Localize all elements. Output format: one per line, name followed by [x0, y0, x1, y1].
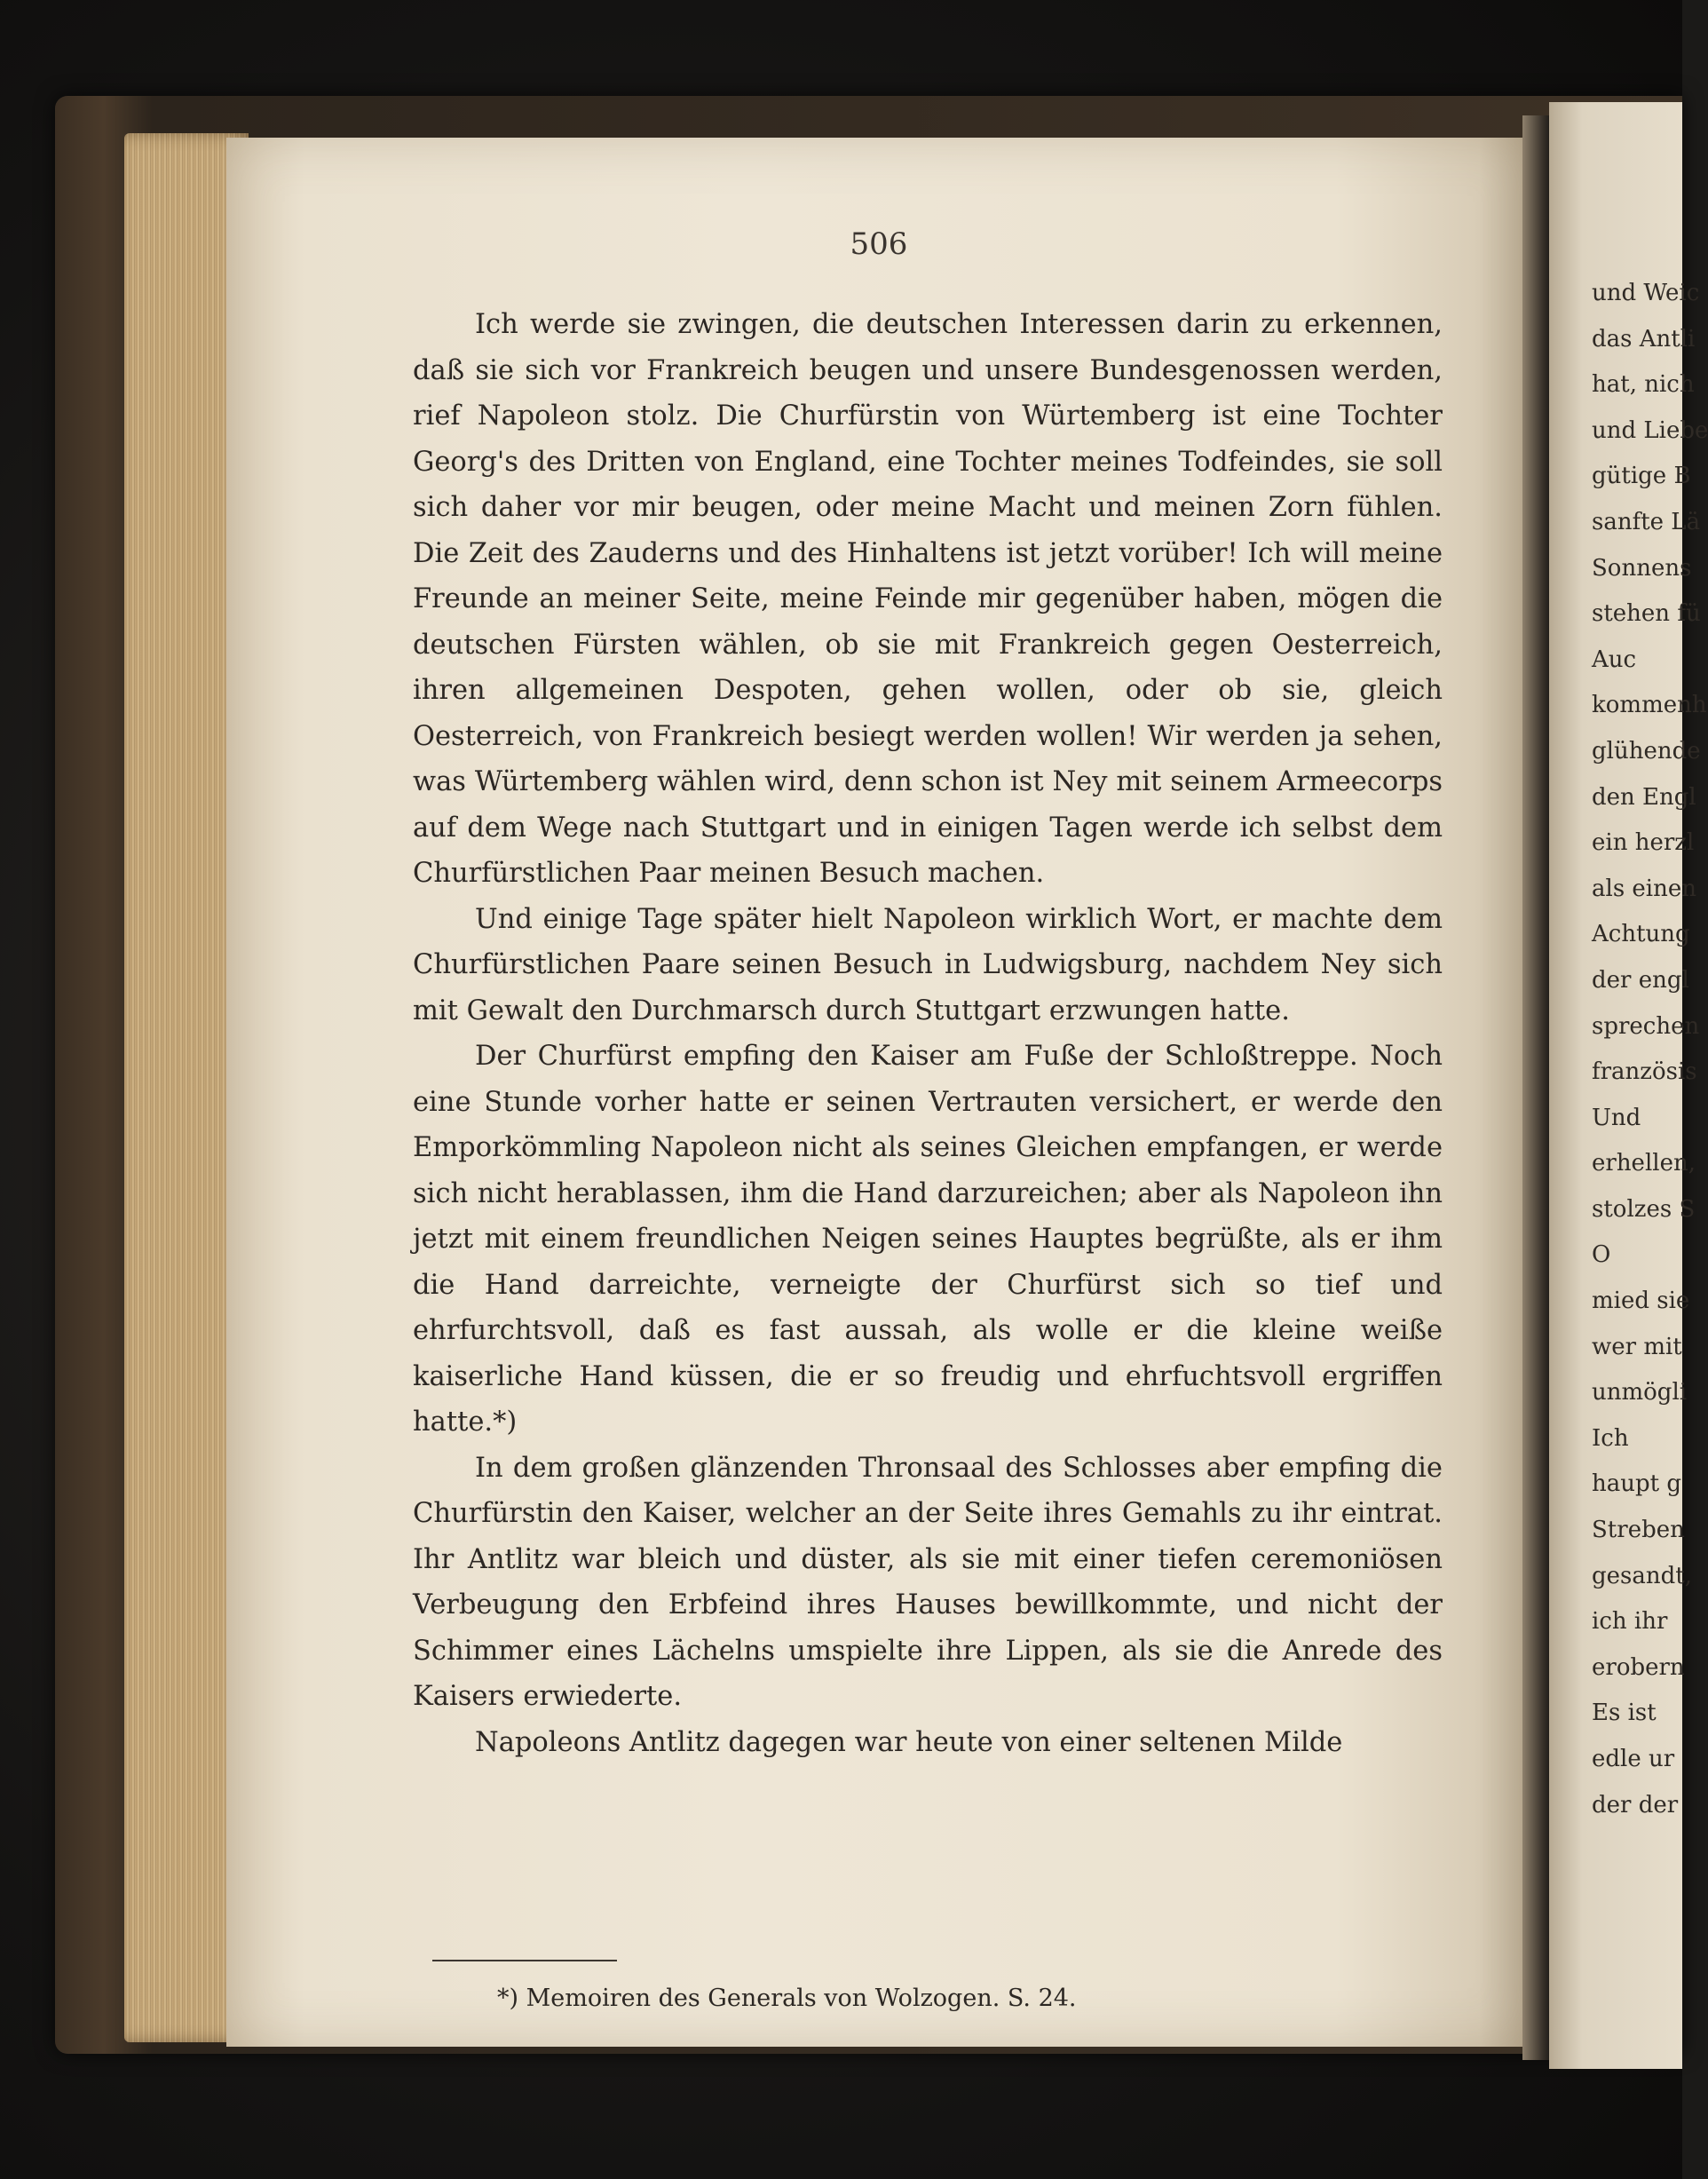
body-text: [413, 302, 1443, 1765]
right-line: Sonnens: [1592, 554, 1692, 582]
right-line: haupt g: [1592, 1470, 1681, 1498]
right-line: sanfte Lä: [1592, 508, 1701, 535]
right-line: edle ur: [1592, 1746, 1675, 1772]
right-line: Und: [1592, 1104, 1641, 1131]
footnote: *) Memoiren des Generals von Wolzogen. S. 24.: [497, 1985, 1077, 2012]
right-line: der engl: [1592, 966, 1689, 994]
right-line: ein herzl: [1592, 829, 1695, 857]
page-number: 506: [850, 226, 908, 262]
right-line: Streben: [1592, 1517, 1685, 1544]
paragraph: Und einige Tage später hielt Napoleon wirklich Wort, er machte dem Churfürstlichen Paare seinen Besuch in Ludwigsburg, nachdem Ney sich mit Gewalt den Durchmarsch durch Stuttgart erzwungen hatte.: [413, 903, 1443, 1026]
right-line: stolzes S: [1592, 1195, 1696, 1223]
right-page-text: [1592, 271, 1708, 1828]
right-line: unmögli: [1592, 1379, 1688, 1406]
footnote-rule: [432, 1960, 617, 1961]
paragraph: Ich werde sie zwingen, die deutschen Interessen darin zu erkennen, daß sie sich vor Frankreich beugen und unsere Bundesgenossen werden, rief Napoleon stolz. Die Churfürstin von Würtemberg ist eine Tochter Georg's des Dritten von England, eine Tochter meines Todfeindes, sie soll sich daher vor mir beugen, oder meine Macht und meinen Zorn fühlen. Die Zeit des Zauderns und des Hinhaltens ist jetzt vorüber! Ich will meine Freunde an meiner Seite, meine Feinde mir gegenüber haben, mögen die deutschen Fürsten wählen, ob sie mit Frankreich gegen Oesterreich, ihren allgemeinen Despoten, gehen wollen, oder ob sie, gleich Oesterreich, von Frankreich besiegt werden wollen! Wir werden ja sehen, was Würtemberg wählen wird, denn schon ist Ney mit seinem Armeecorps auf dem Wege nach Stuttgart und in einigen Tagen werde ich selbst dem Churfürstlichen Paar meinen Besuch machen.: [413, 309, 1443, 889]
right-line: und Weic: [1592, 280, 1700, 306]
paragraph: In dem großen glänzenden Thronsaal des Schlosses aber empfing die Churfürstin den Kaiser, welcher an der Seite ihres Gemahls zu ihr eintrat. Ihr Antlitz war bleich und düster, als sie mit einer tiefen ceremoniösen Verbeugung den Erbfeind ihres Hauses bewillkommte, und nicht der Schimmer eines Lächelns umspielte ihre Lippen, als sie die Anrede des Kaisers erwiederte.: [413, 1452, 1443, 1712]
right-line: glühende: [1592, 737, 1701, 765]
right-line: der der: [1592, 1791, 1679, 1818]
right-line: französis: [1592, 1058, 1697, 1086]
right-line: und Liebe: [1592, 416, 1708, 444]
right-line: Achtung: [1592, 921, 1690, 948]
right-line: den Engl: [1592, 783, 1696, 811]
right-line: wer mit: [1592, 1333, 1682, 1360]
right-line: ich ihr: [1592, 1608, 1668, 1636]
right-line: hat, nich: [1592, 371, 1695, 399]
right-line: O: [1592, 1241, 1611, 1269]
right-line: das Antli: [1592, 325, 1696, 353]
right-line: gesandt,: [1592, 1562, 1692, 1589]
right-line: erhellen,: [1592, 1150, 1696, 1177]
right-line: mied sie: [1592, 1288, 1690, 1315]
right-line: sprechen: [1592, 1012, 1700, 1040]
right-line: Ich: [1592, 1424, 1629, 1452]
paragraph: Napoleons Antlitz dagegen war heute von einer seltenen Milde: [475, 1726, 1343, 1758]
right-line: stehen fü: [1592, 600, 1701, 628]
right-line: kommenh: [1592, 692, 1707, 719]
left-page: [226, 138, 1531, 2047]
right-line: Auc: [1592, 646, 1637, 673]
right-line: als einen: [1592, 875, 1697, 902]
right-line: erobern: [1592, 1653, 1685, 1681]
right-line: gütige B: [1592, 463, 1691, 490]
paragraph: Der Churfürst empfing den Kaiser am Fuße der Schloßtreppe. Noch eine Stunde vorher hatte er seinen Vertrauten versichert, er werde den Emporkömmling Napoleon nicht als seines Gleichen empfangen, er werde sich nicht herablassen, ihm die Hand darzureichen; aber als Napoleon ihn jetzt mit einem freundlichen Neigen seines Hauptes begrüßte, als er ihm die Hand darreichte, verneigte der Churfürst sich so tief und ehrfurchtsvoll, daß es fast aussah, als wolle er die kleine weiße kaiserliche Hand küssen, die er so freudig und ehrfuchtsvoll ergriffen hatte.*): [413, 1041, 1443, 1438]
right-line: Es ist: [1592, 1700, 1657, 1727]
right-page: [1549, 102, 1708, 2069]
